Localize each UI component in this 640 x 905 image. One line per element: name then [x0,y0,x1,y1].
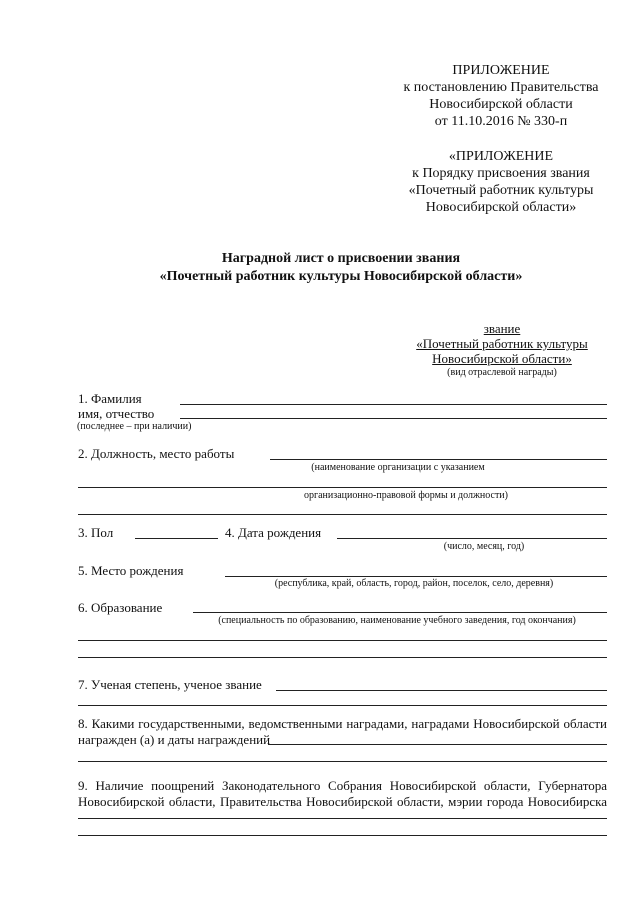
degree-label: 7. Ученая степень, ученое звание [78,677,262,692]
position-line-2[interactable] [78,487,607,488]
gender-label: 3. Пол [78,525,114,540]
birthdate-line[interactable] [337,538,607,539]
birthplace-label: 5. Место рождения [78,563,184,578]
position-line[interactable] [270,459,607,460]
award-name-2: Новосибирской области» [432,351,572,366]
award-type: звание [483,321,521,336]
title-ref: «Почетный работник культуры [408,183,594,198]
awards-line[interactable] [268,744,607,745]
education-line[interactable] [193,612,607,613]
resolution-date: от 11.10.2016 № 330-п [434,114,568,129]
resolution-ref: к постановлению Правительства [403,80,599,95]
position-label: 2. Должность, место работы [78,446,235,461]
encouragements-question-2: Новосибирской области, Правительства Новосибирской области, мэрии города Новосибирска [78,794,607,809]
encouragements-line-2[interactable] [78,835,607,836]
education-line-2[interactable] [78,640,607,641]
awards-question: 8. Какими государственными, ведомственными наградами, наградами Новосибирской области [78,716,607,731]
position-hint-2: организационно-правовой формы и должности) [304,490,508,501]
surname-line[interactable] [180,404,607,405]
name-label: имя, отчество [78,406,155,421]
birthplace-line[interactable] [225,576,607,577]
education-line-3[interactable] [78,657,607,658]
degree-line[interactable] [276,690,607,691]
position-line-3[interactable] [78,514,607,515]
name-line[interactable] [180,418,607,419]
education-hint: (специальность по образованию, наименование учебного заведения, год окончания) [218,615,576,626]
birthdate-label: 4. Дата рождения [225,525,322,540]
surname-label: 1. Фамилия [78,391,142,406]
awards-question-2: награжден (а) и даты награждений [78,732,271,747]
title-ref-2: Новосибирской области» [425,200,577,215]
patronymic-hint: (последнее – при наличии) [77,421,192,432]
birthdate-hint: (число, месяц, год) [443,541,525,552]
encouragements-question: 9. Наличие поощрений Законодательного Собрания Новосибирской области, Губернатора [78,778,607,793]
appendix-heading: ПРИЛОЖЕНИЕ [452,63,550,78]
gender-line[interactable] [135,538,218,539]
region-name: Новосибирской области [429,97,573,112]
education-label: 6. Образование [78,600,163,615]
document-title-2: «Почетный работник культуры Новосибирской области» [159,269,523,284]
appendix-heading-2: «ПРИЛОЖЕНИЕ [448,149,554,164]
document-title: Наградной лист о присвоении звания [221,251,461,266]
awards-line-2[interactable] [78,761,607,762]
award-name: «Почетный работник культуры [416,336,588,351]
degree-line-2[interactable] [78,705,607,706]
position-hint: (наименование организации с указанием [311,462,485,473]
procedure-ref: к Порядку присвоения звания [412,166,590,181]
birthplace-hint: (республика, край, область, город, район, поселок, село, деревня) [274,578,554,589]
encouragements-line[interactable] [78,818,607,819]
award-hint: (вид отраслевой награды) [447,367,557,378]
